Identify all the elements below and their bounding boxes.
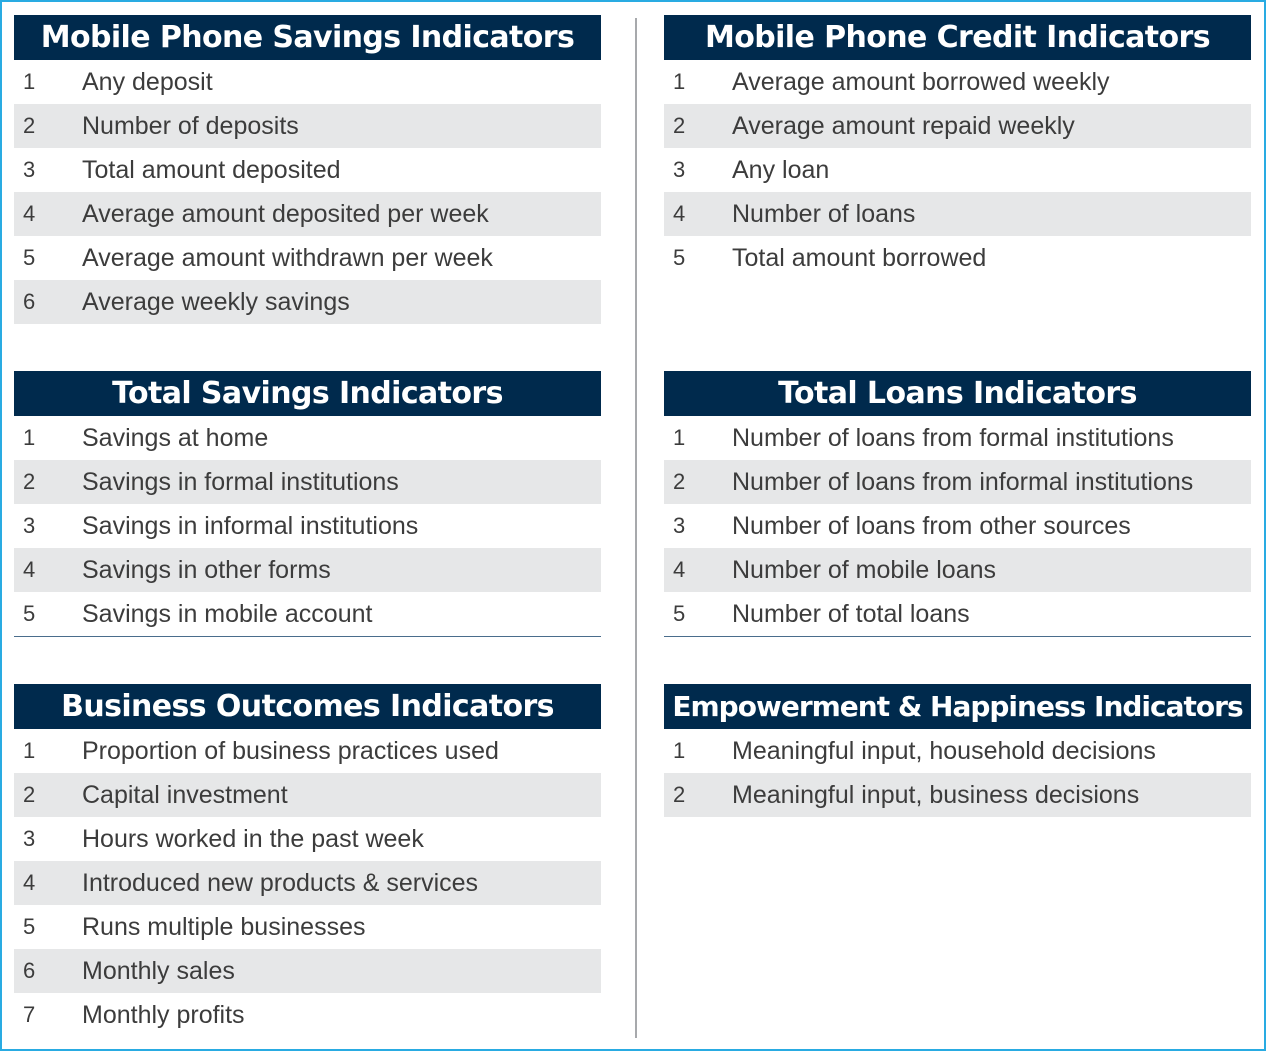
item-number: 5 <box>23 914 36 939</box>
indicator-list <box>664 416 1251 637</box>
item-label: Meaningful input, business decisions <box>732 780 1140 809</box>
list-item <box>664 236 1251 280</box>
list-item <box>664 104 1251 148</box>
item-number: 3 <box>673 513 686 538</box>
list-item <box>664 729 1251 773</box>
column-divider <box>635 18 637 1038</box>
list-item <box>14 592 601 636</box>
list-item <box>14 460 601 504</box>
item-label: Any loan <box>732 155 830 184</box>
list-item <box>14 729 601 773</box>
list-item <box>14 993 601 1037</box>
list-item <box>664 148 1251 192</box>
item-label: Average amount repaid weekly <box>732 111 1075 140</box>
item-label: Monthly sales <box>82 956 235 985</box>
item-label: Savings at home <box>82 423 269 452</box>
indicator-list <box>664 60 1251 280</box>
item-label: Total amount borrowed <box>732 243 987 272</box>
item-label: Capital investment <box>82 780 288 809</box>
panel-title: Business Outcomes Indicators <box>14 684 601 729</box>
item-label: Number of total loans <box>732 599 970 628</box>
item-number: 4 <box>673 557 686 582</box>
item-label: Number of loans from formal institutions <box>732 423 1174 452</box>
item-label: Proportion of business practices used <box>82 736 499 765</box>
list-item <box>664 548 1251 592</box>
list-item <box>14 192 601 236</box>
item-label: Savings in informal institutions <box>82 511 419 540</box>
item-label: Number of loans <box>732 199 916 228</box>
list-item <box>664 192 1251 236</box>
list-item <box>14 416 601 460</box>
item-label: Average amount borrowed weekly <box>732 67 1110 96</box>
list-item <box>14 817 601 861</box>
item-number: 1 <box>23 69 36 94</box>
item-number: 2 <box>673 113 686 138</box>
indicator-list <box>14 729 601 1037</box>
item-label: Number of loans from informal institutions <box>732 467 1194 496</box>
panel-total-loans <box>664 371 1251 637</box>
list-item <box>14 504 601 548</box>
item-label: Meaningful input, household decisions <box>732 736 1156 765</box>
item-label: Introduced new products & services <box>82 868 479 897</box>
item-label: Savings in formal institutions <box>82 467 399 496</box>
list-item <box>14 548 601 592</box>
item-number: 6 <box>23 958 36 983</box>
item-label: Average amount deposited per week <box>82 199 489 228</box>
panel-title: Total Loans Indicators <box>664 371 1251 416</box>
item-number: 2 <box>23 469 36 494</box>
list-item <box>664 416 1251 460</box>
item-number: 5 <box>673 601 686 626</box>
item-number: 7 <box>23 1002 36 1027</box>
list-item <box>14 861 601 905</box>
item-label: Number of deposits <box>82 111 299 140</box>
item-number: 4 <box>23 201 36 226</box>
list-item <box>14 60 601 104</box>
panel-title: Mobile Phone Savings Indicators <box>14 15 601 60</box>
list-item <box>664 460 1251 504</box>
item-label: Monthly profits <box>82 1000 245 1029</box>
item-number: 3 <box>23 826 36 851</box>
item-label: Average weekly savings <box>82 287 350 316</box>
item-label: Runs multiple businesses <box>82 912 366 941</box>
item-label: Savings in other forms <box>82 555 331 584</box>
list-item <box>14 104 601 148</box>
item-number: 1 <box>23 425 36 450</box>
item-label: Number of loans from other sources <box>732 511 1131 540</box>
item-label: Average amount withdrawn per week <box>82 243 493 272</box>
list-item <box>664 592 1251 636</box>
panel-empowerment-happiness <box>664 684 1251 817</box>
item-label: Number of mobile loans <box>732 555 997 584</box>
list-item <box>14 280 601 324</box>
panel-mobile-credit <box>664 15 1251 280</box>
panel-title: Mobile Phone Credit Indicators <box>664 15 1251 60</box>
item-number: 3 <box>673 157 686 182</box>
list-item <box>14 148 601 192</box>
item-number: 1 <box>673 738 686 763</box>
item-number: 5 <box>673 245 686 270</box>
list-item <box>14 773 601 817</box>
item-label: Hours worked in the past week <box>82 824 424 853</box>
item-number: 1 <box>673 69 686 94</box>
item-number: 2 <box>673 782 686 807</box>
list-item <box>14 905 601 949</box>
item-number: 2 <box>673 469 686 494</box>
list-item <box>14 949 601 993</box>
panel-title: Total Savings Indicators <box>14 371 601 416</box>
panel-mobile-savings <box>14 15 601 324</box>
panel-title: Empowerment & Happiness Indicators <box>664 684 1251 729</box>
item-label: Total amount deposited <box>82 155 341 184</box>
list-item <box>664 504 1251 548</box>
list-item <box>664 773 1251 817</box>
indicator-list <box>14 60 601 324</box>
item-number: 4 <box>23 557 36 582</box>
item-number: 3 <box>23 513 36 538</box>
item-label: Savings in mobile account <box>82 599 373 628</box>
panel-total-savings <box>14 371 601 637</box>
item-number: 2 <box>23 782 36 807</box>
item-number: 4 <box>23 870 36 895</box>
indicator-list <box>664 729 1251 817</box>
item-number: 2 <box>23 113 36 138</box>
item-number: 1 <box>23 738 36 763</box>
item-number: 4 <box>673 201 686 226</box>
item-label: Any deposit <box>82 67 213 96</box>
item-number: 3 <box>23 157 36 182</box>
panel-business-outcomes <box>14 684 601 1037</box>
item-number: 6 <box>23 289 36 314</box>
item-number: 5 <box>23 601 36 626</box>
item-number: 1 <box>673 425 686 450</box>
list-item <box>664 60 1251 104</box>
list-item <box>14 236 601 280</box>
indicator-list <box>14 416 601 637</box>
item-number: 5 <box>23 245 36 270</box>
